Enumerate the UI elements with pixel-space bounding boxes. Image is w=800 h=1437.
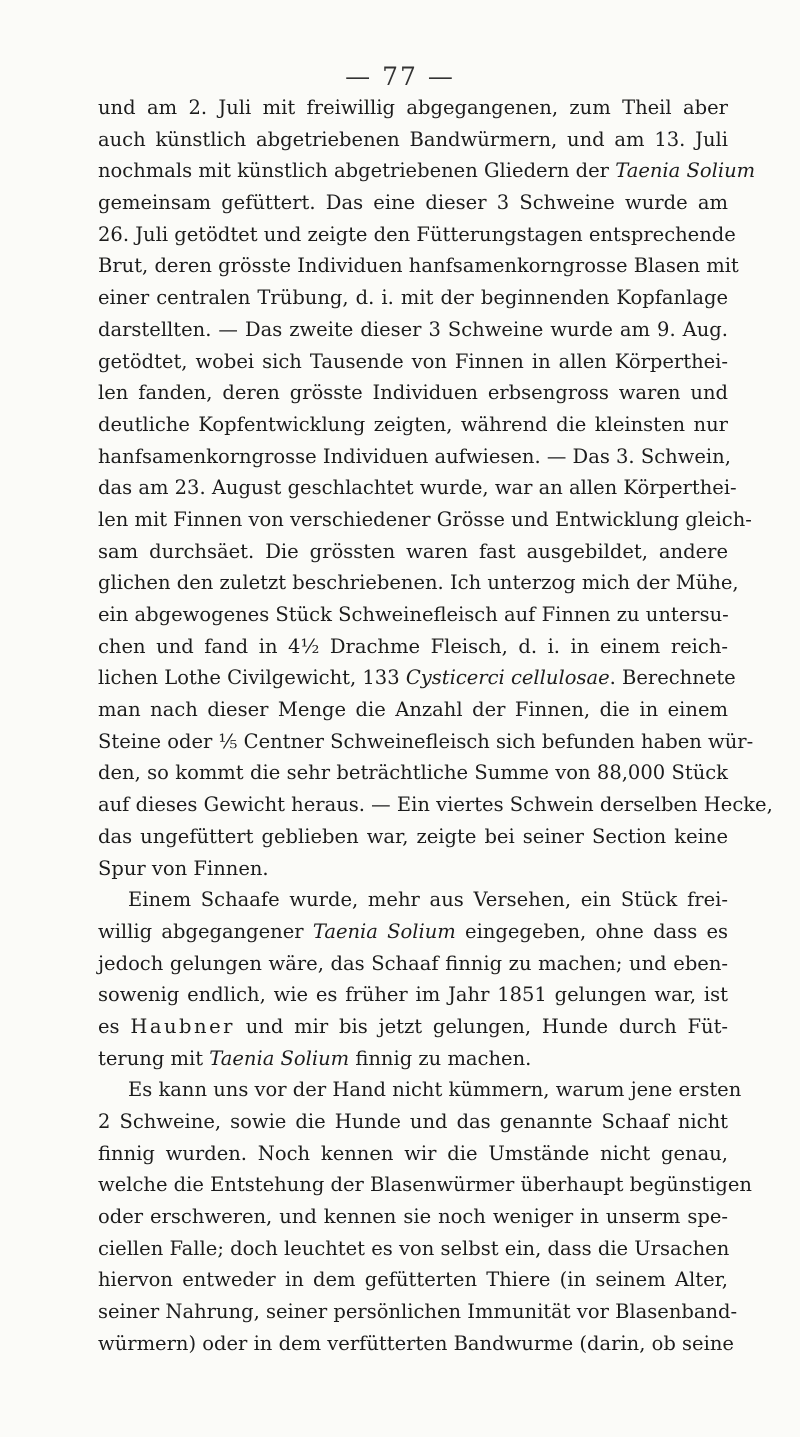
text-line: es Haubner und mir bis jetzt gelungen, Hunde durch Füt-	[98, 1014, 728, 1038]
text-line: 2 Schweine, sowie die Hunde und das genannte Schaaf nicht	[98, 1110, 728, 1133]
text-line: lichen Lothe Civilgewicht, 133 Cysticerci cellulosae. Berechnete	[98, 666, 736, 690]
text-line: oder erschweren, und kennen sie noch weniger in unserm spe-	[98, 1205, 728, 1229]
text-line: einer centralen Trübung, d. i. mit der beginnenden Kopfanlage	[98, 286, 728, 310]
text-line: auch künstlich abgetriebenen Bandwürmern, und am 13. Juli	[98, 127, 728, 151]
text-line: finnig wurden. Noch kennen wir die Umstände nicht genau,	[98, 1141, 728, 1165]
page-number: — 77 —	[345, 62, 455, 91]
text-line: ciellen Falle; doch leuchtet es von selbst ein, dass die Ursachen	[98, 1236, 730, 1260]
paragraph-end-line: terung mit Taenia Solium finnig zu machen.	[98, 1046, 532, 1070]
text-line: deutliche Kopfentwicklung zeigten, während die kleinsten nur	[98, 412, 728, 436]
text-line: würmern) oder in dem verfütterten Bandwurme (darin, ob seine	[98, 1331, 734, 1355]
text-line: ein abgewogenes Stück Schweinefleisch auf Finnen zu untersu-	[98, 603, 729, 626]
text-line: gemeinsam gefüttert. Das eine dieser 3 Schweine wurde am	[98, 191, 728, 215]
text-line: 26. Juli getödtet und zeigte den Fütterungstagen entsprechende	[98, 222, 736, 246]
text-line: hanfsamenkorngrosse Individuen aufwiesen. — Das 3. Schwein,	[98, 444, 731, 468]
text-line: auf dieses Gewicht heraus. — Ein viertes Schwein derselben Hecke,	[98, 793, 773, 817]
text-line: sowenig endlich, wie es früher im Jahr 1851 gelungen war, ist	[98, 983, 728, 1007]
text-line: und am 2. Juli mit freiwillig abgegangenen, zum Theil aber	[98, 96, 728, 119]
text-line: getödtet, wobei sich Tausende von Finnen in allen Körperthei-	[98, 349, 728, 373]
text-line: sam durchsäet. Die grössten waren fast ausgebildet, andere	[98, 539, 728, 563]
text-line: jedoch gelungen wäre, das Schaaf finnig zu machen; und eben-	[98, 951, 728, 975]
text-line: chen und fand in 4½ Drachme Fleisch, d. i. in einem reich-	[98, 634, 728, 658]
paragraph-start-line: Einem Schaafe wurde, mehr aus Versehen, ein Stück frei-	[128, 888, 728, 912]
text-line: Brut, deren grösste Individuen hanfsamenkorngrosse Blasen mit	[98, 254, 739, 278]
text-line: len fanden, deren grösste Individuen erbsengross waren und	[98, 381, 728, 405]
text-line: glichen den zuletzt beschriebenen. Ich unterzog mich der Mühe,	[98, 571, 739, 595]
text-line: seiner Nahrung, seiner persönlichen Immunität vor Blasenband-	[98, 1300, 738, 1324]
text-line: hiervon entweder in dem gefütterten Thiere (in seinem Alter,	[98, 1268, 728, 1292]
text-line: das am 23. August geschlachtet wurde, war an allen Körperthei-	[98, 476, 737, 500]
text-line: darstellten. — Das zweite dieser 3 Schweine wurde am 9. Aug.	[98, 317, 728, 341]
text-line: willig abgegangener Taenia Solium eingegeben, ohne dass es	[98, 919, 728, 943]
text-line: len mit Finnen von verschiedener Grösse und Entwicklung gleich-	[98, 507, 752, 531]
text-line: man nach dieser Menge die Anzahl der Finnen, die in einem	[98, 698, 728, 722]
text-line: das ungefüttert geblieben war, zeigte bei seiner Section keine	[98, 824, 728, 848]
text-line: nochmals mit künstlich abgetriebenen Gliedern der Taenia Solium	[98, 159, 756, 183]
text-line: Steine oder ⅕ Centner Schweinefleisch sich befunden haben wür-	[98, 729, 754, 753]
body-text	[98, 92, 773, 1360]
paragraph-end-line: Spur von Finnen.	[98, 856, 269, 880]
text-line: den, so kommt die sehr beträchtliche Summe von 88,000 Stück	[98, 761, 728, 785]
paragraph-start-line: Es kann uns vor der Hand nicht kümmern, warum jene ersten	[128, 1078, 742, 1102]
text-line: welche die Entstehung der Blasenwürmer überhaupt begünstigen	[98, 1173, 752, 1197]
